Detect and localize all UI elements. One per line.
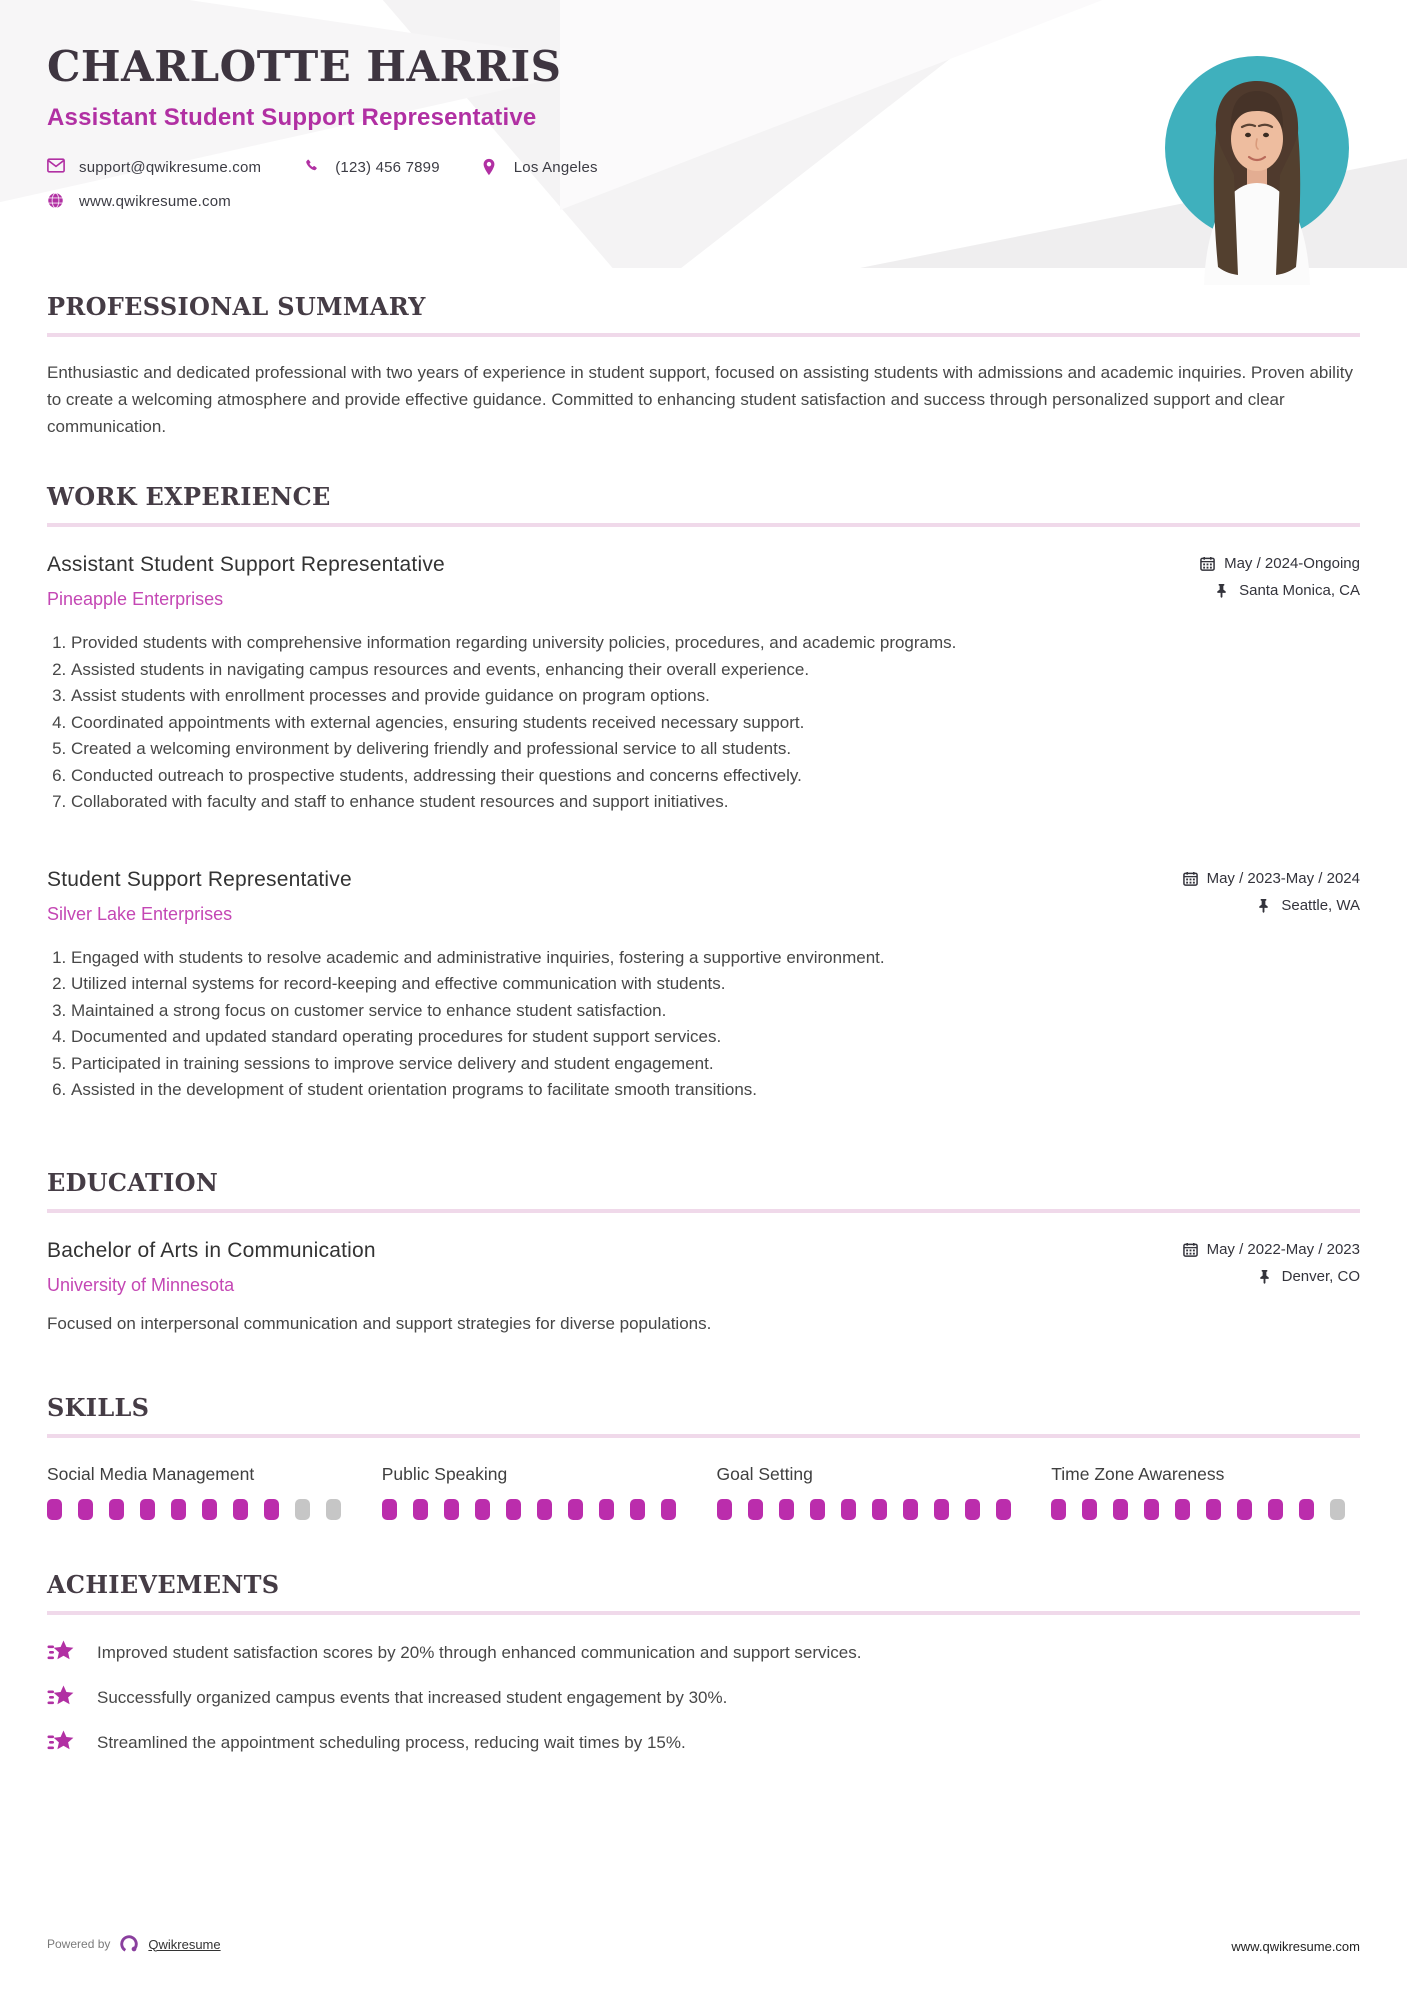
skill-dot [382, 1499, 397, 1520]
job-dates [1183, 870, 1360, 887]
achievements-list [47, 1639, 1360, 1756]
section-achievements [0, 1570, 1407, 1756]
star-award-icon [47, 1729, 75, 1755]
section-work-experience [0, 482, 1407, 1104]
job-2-bullets [47, 945, 1360, 1104]
footer-website: www.qwikresume.com [1231, 1939, 1360, 1954]
school-name: University of Minnesota [47, 1274, 235, 1295]
education-dates-text: May / 2022-May / 2023 [1206, 1240, 1360, 1258]
job-1-meta [1200, 553, 1360, 599]
map-pin-icon [482, 158, 500, 176]
job-location [1183, 897, 1360, 914]
achievement-item [47, 1729, 1360, 1756]
skills-grid [47, 1464, 1360, 1520]
skill-item [1051, 1464, 1360, 1520]
achievement-text: Improved student satisfaction scores by 20% through enhanced communication and support services. [97, 1642, 862, 1662]
achievement-text: Streamlined the appointment scheduling process, reducing wait times by 15%. [97, 1732, 686, 1752]
skill-dot [568, 1499, 583, 1520]
job-location-text: Seattle, WA [1281, 896, 1360, 914]
skill-dot [872, 1499, 887, 1520]
experience-heading: WORK EXPERIENCE [47, 482, 331, 511]
bullet-item: 3. Maintained a strong focus on customer service to enhance student satisfaction. [71, 998, 1360, 1025]
job-dates [1200, 555, 1360, 572]
footer-branding [47, 1934, 221, 1954]
skill-dot [903, 1499, 918, 1520]
job-entry-1 [47, 553, 1360, 816]
bullet-item: 4. Documented and updated standard operating procedures for student support services. [71, 1024, 1360, 1051]
contact-email[interactable] [47, 158, 261, 176]
skill-item [47, 1464, 356, 1520]
job-title: Assistant Student Support Representative [47, 553, 445, 576]
skill-dot [1268, 1499, 1283, 1520]
skills-heading: SKILLS [47, 1392, 150, 1422]
achievement-item [47, 1684, 1360, 1711]
job-title: Student Support Representative [47, 867, 352, 891]
pushpin-icon [1257, 898, 1272, 913]
job-dates-text: May / 2023-May / 2024 [1206, 869, 1360, 887]
skill-dot [140, 1499, 155, 1520]
achievement-text: Successfully organized campus events that increased student engagement by 30%. [97, 1687, 728, 1707]
bullet-item: 5. Participated in training sessions to improve service delivery and student engagement. [71, 1051, 1360, 1078]
skill-dot [202, 1499, 217, 1520]
contact-website[interactable] [47, 192, 231, 210]
skill-dot [841, 1499, 856, 1520]
skill-dot [779, 1499, 794, 1520]
skill-item [717, 1464, 1026, 1520]
job-2-meta [1183, 868, 1360, 914]
job-1-bullets [47, 630, 1360, 816]
pushpin-icon [1258, 1269, 1273, 1284]
bullet-item: 1. Provided students with comprehensive information regarding university policies, procedures, and academic programs. [71, 630, 1360, 657]
skill-dot [965, 1499, 980, 1520]
job-1-titles [47, 553, 445, 610]
skill-dot [47, 1499, 62, 1520]
summary-text: Enthusiastic and dedicated professional with two years of experience in student support, focused on assisting students with admissions and academic inquiries. Proven ability to create a welcoming atmosphere and provide effective guidance. Committed to enhancing student satisfaction and success through personalized support and clear communication. [47, 363, 1353, 436]
avatar [1164, 55, 1350, 285]
location-text: Los Angeles [513, 158, 598, 176]
education-meta [1183, 1239, 1360, 1285]
skill-dot [506, 1499, 521, 1520]
skill-dot [537, 1499, 552, 1520]
skill-dot [326, 1499, 341, 1520]
star-award-icon [47, 1639, 75, 1665]
section-skills [0, 1393, 1407, 1520]
skill-dot [109, 1499, 124, 1520]
skill-dot [171, 1499, 186, 1520]
skill-dot [413, 1499, 428, 1520]
skill-dot [1330, 1499, 1345, 1520]
job-2-titles [47, 868, 352, 925]
resume-header [0, 0, 1407, 268]
email-text: support@qwikresume.com [79, 158, 262, 176]
education-entry [47, 1239, 1360, 1337]
bullet-item: 3. Assist students with enrollment processes and provide guidance on program options. [71, 683, 1360, 710]
skill-rating [47, 1499, 356, 1520]
skill-dot [444, 1499, 459, 1520]
skill-name: Time Zone Awareness [1051, 1463, 1225, 1484]
skill-rating [382, 1499, 691, 1520]
job-location-text: Santa Monica, CA [1239, 582, 1360, 599]
phone-text: (123) 456 7899 [335, 158, 440, 176]
globe-icon [47, 192, 65, 210]
website-text: www.qwikresume.com [79, 192, 231, 210]
qwikresume-logo [119, 1934, 139, 1954]
section-professional-summary [0, 292, 1407, 440]
skill-dot [264, 1499, 279, 1520]
phone-icon [303, 158, 321, 176]
bullet-item: 2. Utilized internal systems for record-keeping and effective communication with students. [71, 971, 1360, 998]
skill-dot [748, 1499, 763, 1520]
calendar-icon [1183, 1242, 1198, 1257]
skill-dot [1144, 1499, 1159, 1520]
avatar-illustration [1164, 55, 1350, 285]
skill-dot [1175, 1499, 1190, 1520]
skill-dot [475, 1499, 490, 1520]
qwikresume-brand-link[interactable]: Qwikresume [148, 1936, 221, 1952]
skill-dot [1237, 1499, 1252, 1520]
skill-dot [233, 1499, 248, 1520]
bullet-item: 2. Assisted students in navigating campus resources and events, enhancing their overall experience. [71, 657, 1360, 684]
section-divider [47, 523, 1360, 527]
candidate-title: Assistant Student Support Representative [47, 104, 537, 132]
job-entry-2 [47, 868, 1360, 1104]
skill-dot [1206, 1499, 1221, 1520]
skill-dot [630, 1499, 645, 1520]
job-company: Silver Lake Enterprises [47, 903, 233, 924]
calendar-icon [1200, 556, 1215, 571]
skill-item [382, 1464, 691, 1520]
powered-by-label: Powered by [47, 1937, 111, 1951]
contact-phone[interactable] [303, 158, 440, 176]
bullet-item: 4. Coordinated appointments with external agencies, ensuring students received necessary support. [71, 710, 1360, 737]
skill-name: Goal Setting [716, 1463, 813, 1484]
education-titles [47, 1239, 376, 1296]
skill-dot [295, 1499, 310, 1520]
education-description: Focused on interpersonal communication and support strategies for diverse populations. [47, 1313, 712, 1333]
skill-dot [1051, 1499, 1066, 1520]
section-education [0, 1168, 1407, 1337]
achievements-heading: ACHIEVEMENTS [47, 1569, 280, 1599]
skill-dot [599, 1499, 614, 1520]
pushpin-icon [1215, 583, 1230, 598]
page-footer [0, 1934, 1407, 1990]
skill-dot [1299, 1499, 1314, 1520]
job-company: Pineapple Enterprises [47, 589, 224, 609]
skill-dot [717, 1499, 732, 1520]
education-location [1183, 1268, 1360, 1285]
job-location [1200, 582, 1360, 599]
education-heading: EDUCATION [47, 1167, 219, 1197]
skill-dot [810, 1499, 825, 1520]
education-location-text: Denver, CO [1281, 1267, 1360, 1285]
skill-name: Public Speaking [381, 1463, 508, 1484]
section-divider [47, 1611, 1360, 1615]
skill-rating [717, 1499, 1026, 1520]
skill-dot [1082, 1499, 1097, 1520]
skill-dot [1113, 1499, 1128, 1520]
section-divider [47, 1209, 1360, 1213]
bullet-item: 1. Engaged with students to resolve academic and administrative inquiries, fostering a supportive environment. [71, 945, 1360, 972]
star-award-icon [47, 1684, 75, 1710]
calendar-icon [1183, 871, 1198, 886]
section-divider [47, 1434, 1360, 1438]
skill-dot [661, 1499, 676, 1520]
education-dates [1183, 1241, 1360, 1258]
bullet-item: 6. Conducted outreach to prospective students, addressing their questions and concerns effectively. [71, 763, 1360, 790]
skill-dot [934, 1499, 949, 1520]
bullet-item: 7. Collaborated with faculty and staff to enhance student resources and support initiatives. [71, 789, 1360, 816]
envelope-icon [47, 158, 65, 176]
skill-dot [78, 1499, 93, 1520]
skill-name: Social Media Management [47, 1463, 255, 1484]
skill-dot [996, 1499, 1011, 1520]
summary-heading: PROFESSIONAL SUMMARY [47, 292, 426, 321]
achievement-item [47, 1639, 1360, 1666]
contact-location[interactable] [482, 158, 598, 176]
skill-rating [1051, 1499, 1360, 1520]
bullet-item: 5. Created a welcoming environment by delivering friendly and professional service to all students. [71, 736, 1360, 763]
degree-title: Bachelor of Arts in Communication [47, 1238, 376, 1262]
candidate-name: CHARLOTTE HARRIS [47, 42, 562, 91]
section-divider [47, 333, 1360, 337]
bullet-item: 6. Assisted in the development of student orientation programs to facilitate smooth transitions. [71, 1077, 1360, 1104]
job-dates-text: May / 2024-Ongoing [1224, 555, 1360, 572]
